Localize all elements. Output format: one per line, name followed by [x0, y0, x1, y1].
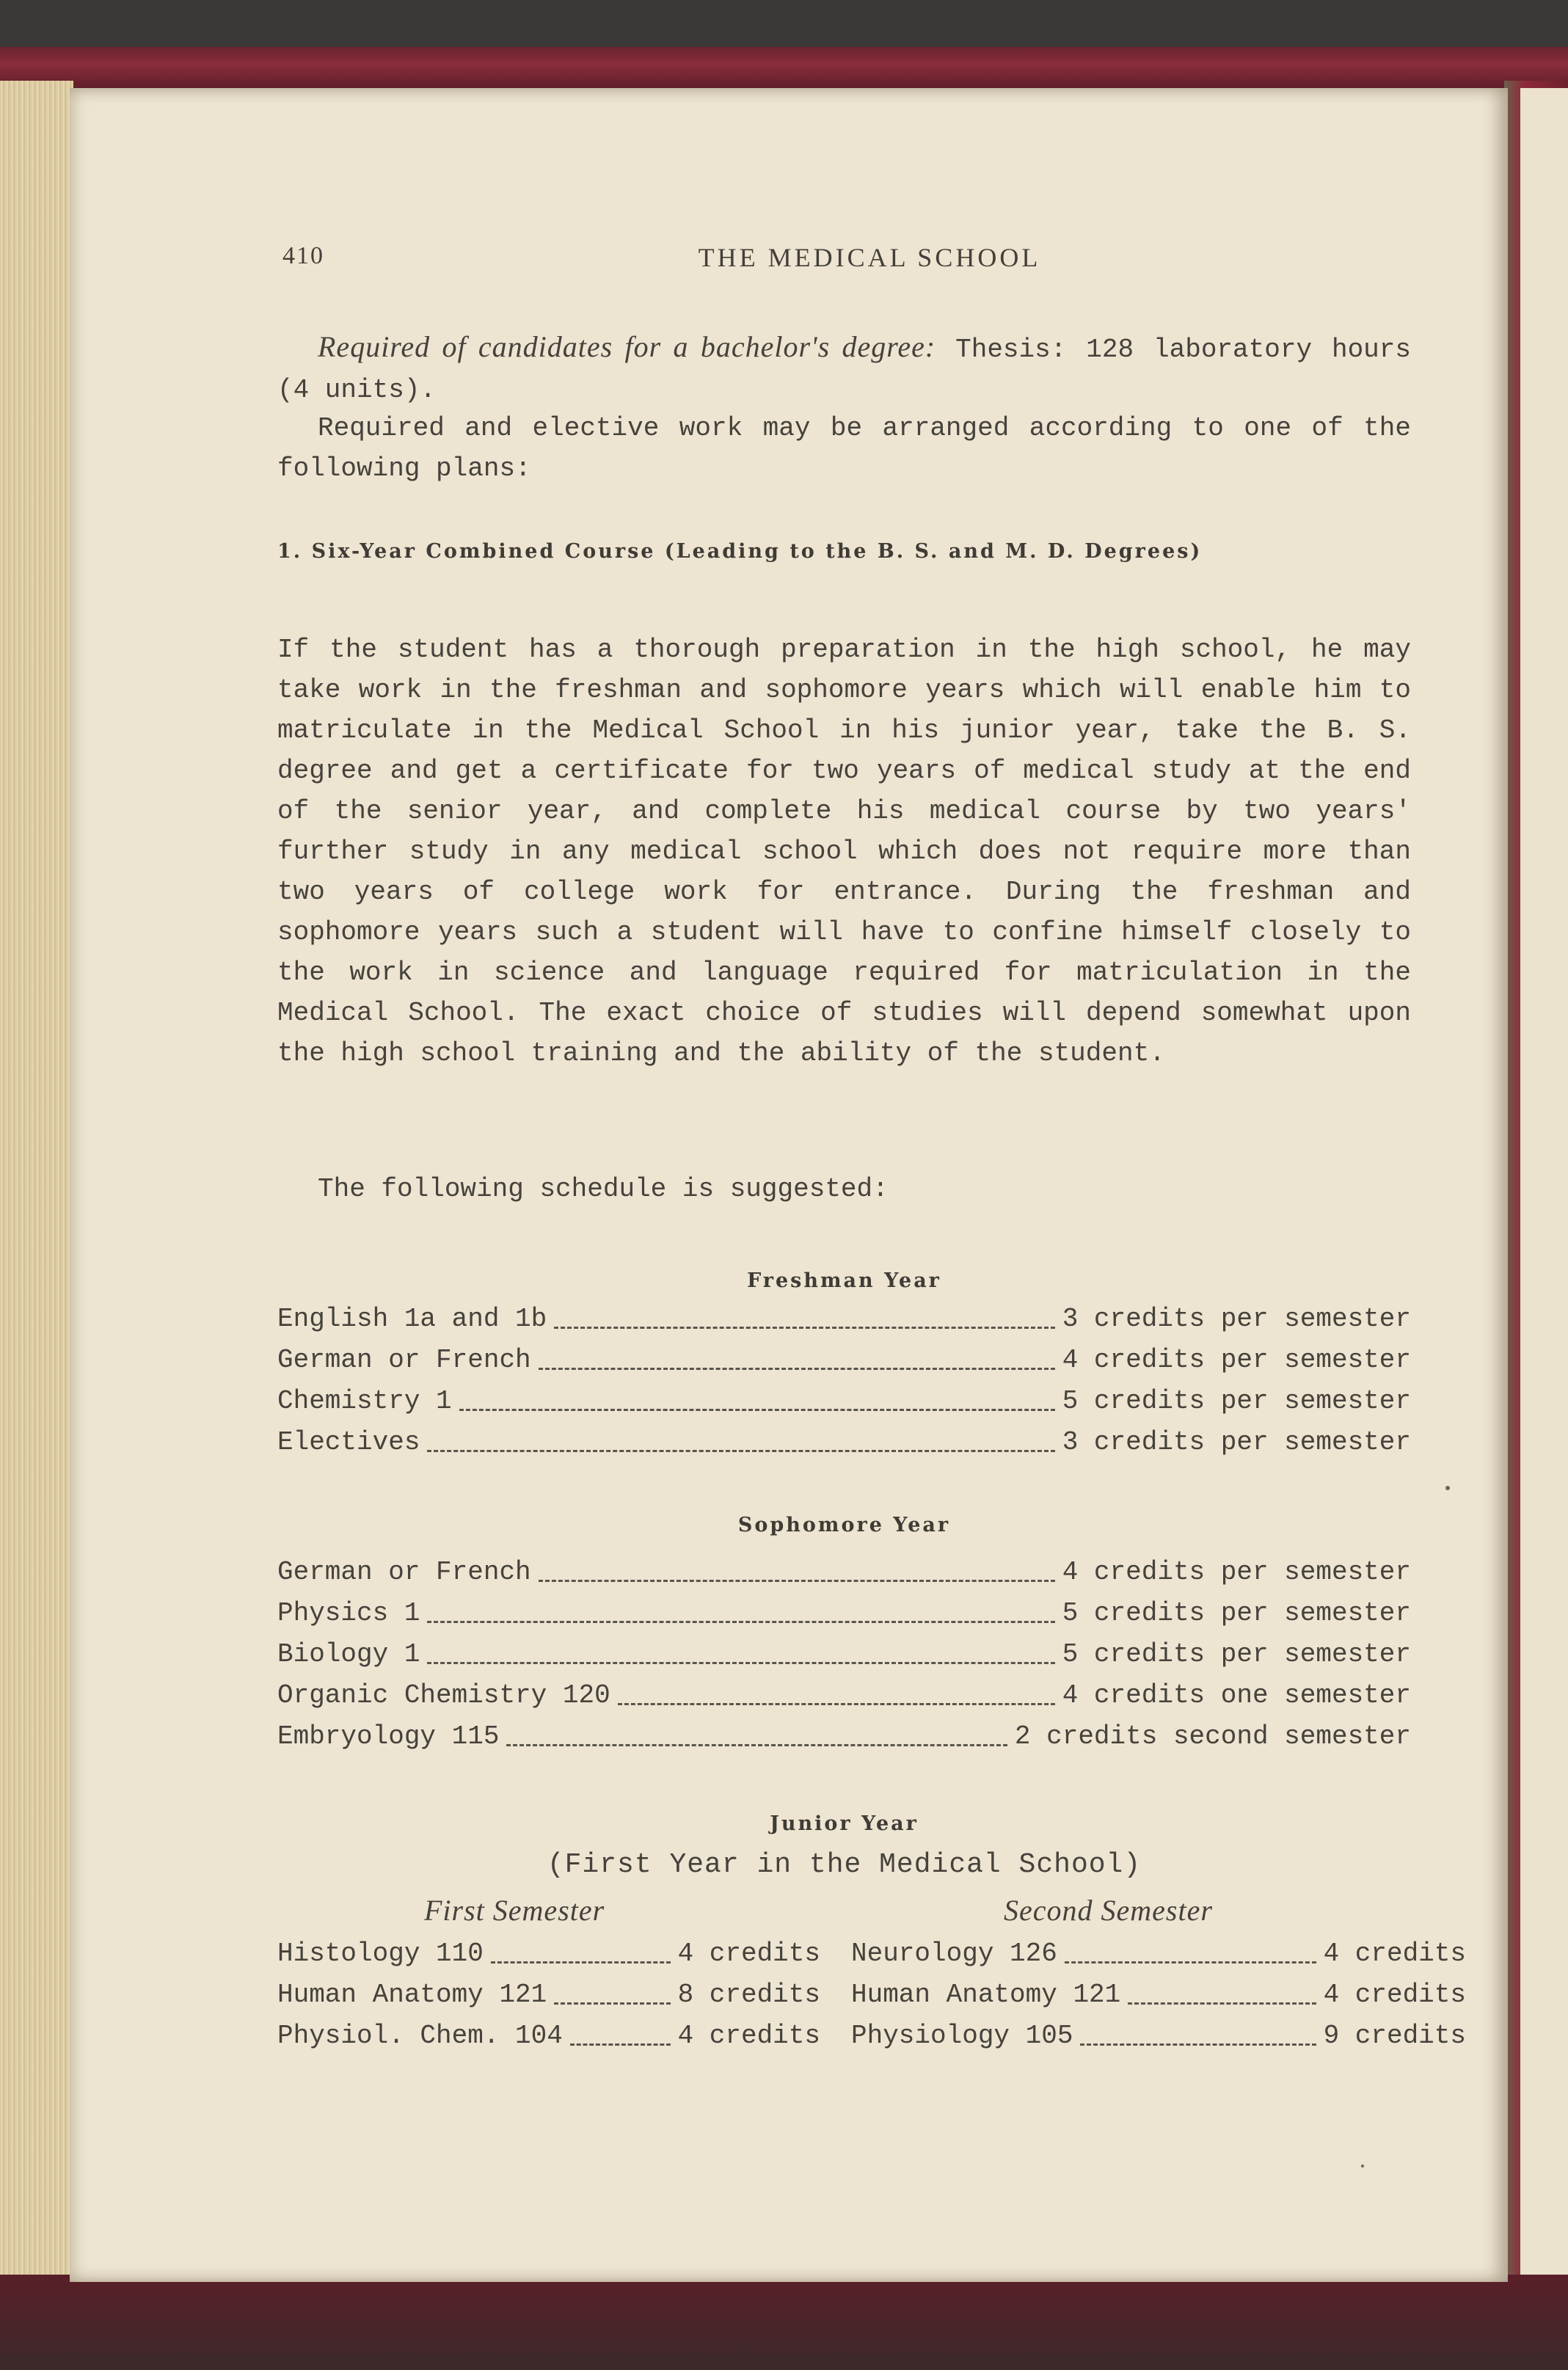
course-name: Neurology 126	[851, 1939, 1057, 1969]
course-row	[277, 2016, 820, 2056]
course-row	[277, 1933, 820, 1974]
dot-leader	[554, 2002, 670, 2005]
course-credits: 4 credits	[1323, 1980, 1466, 2010]
page-body	[277, 88, 1466, 2282]
course-credits: 4 credits	[1323, 1939, 1466, 1969]
course-name: Electives	[277, 1427, 420, 1457]
course-row	[277, 1422, 1411, 1462]
course-name: Embryology 115	[277, 1721, 500, 1751]
course-row	[277, 1975, 820, 2015]
course-name: Physics 1	[277, 1598, 420, 1628]
course-row	[277, 1299, 1411, 1339]
dot-leader	[506, 1744, 1007, 1746]
page-stack-edge	[0, 81, 73, 2275]
course-credits: 4 credits per semester	[1062, 1345, 1411, 1375]
course-credits: 5 credits per semester	[1062, 1639, 1411, 1669]
dot-leader	[427, 1621, 1054, 1623]
course-name: Human Anatomy 121	[277, 1980, 547, 2010]
dot-leader	[1080, 2043, 1316, 2046]
course-credits: 4 credits one semester	[1062, 1680, 1411, 1710]
course-credits: 9 credits	[1323, 2021, 1466, 2051]
course-credits: 3 credits per semester	[1062, 1427, 1411, 1457]
course-credits: 4 credits	[677, 1939, 820, 1969]
course-credits: 2 credits second semester	[1014, 1721, 1411, 1751]
dot-leader	[427, 1450, 1054, 1452]
course-name: German or French	[277, 1557, 531, 1587]
page-number: 410	[282, 242, 324, 269]
sophomore-course-list	[277, 1552, 1411, 1772]
course-name: Biology 1	[277, 1639, 420, 1669]
course-row	[851, 2016, 1466, 2056]
dot-leader	[1065, 1961, 1316, 1964]
course-name: Histology 110	[277, 1939, 484, 1969]
dot-leader	[554, 1327, 1054, 1329]
second-semester-title: Second Semester	[1004, 1894, 1213, 1927]
course-name: Physiology 105	[851, 2021, 1073, 2051]
book-cover-edge	[0, 47, 1568, 91]
course-row	[277, 1552, 1411, 1592]
course-name: Organic Chemistry 120	[277, 1680, 610, 1710]
requirement-label: Required of candidates for a bachelor's degree:	[318, 330, 936, 363]
dot-leader	[539, 1580, 1055, 1582]
course-row	[851, 1933, 1466, 1974]
degree-requirement	[277, 327, 1411, 410]
paper-speck	[1445, 1486, 1450, 1490]
dot-leader	[491, 1961, 671, 1964]
paper-speck	[1361, 2165, 1364, 2167]
dot-leader	[570, 2043, 671, 2046]
course-name: Human Anatomy 121	[851, 1980, 1121, 2010]
dot-leader	[427, 1662, 1054, 1664]
scan-background-top	[0, 0, 1568, 47]
course-credits: 5 credits per semester	[1062, 1598, 1411, 1628]
course-row	[277, 1381, 1411, 1421]
running-title: THE MEDICAL SCHOOL	[698, 243, 1041, 272]
sophomore-year-heading: Sophomore Year	[737, 1514, 951, 1536]
junior-year-subtitle: (First Year in the Medical School)	[547, 1849, 1142, 1881]
course-row	[277, 1593, 1411, 1633]
requirement-text: Thesis: 128 laboratory hours (4 units).	[277, 335, 1411, 405]
section-paragraph: If the student has a thorough preparation in the high school, he may take work in the freshman and sophomore years which will enable him to matriculate in the Medical School in his junior year, take the B. S. degree and get a certificate for two years of medical study at the end of the senior year, and complete his medical course by two years' further study in any medical school which does not require more than two years of college work for entrance. During the freshman and sophomore years such a student will have to confine himself closely to the work in science and language required for matriculation in the Medical School. The exact choice of studies will depend somewhat upon the high school training and the ability of the student.	[277, 635, 1411, 1068]
first-semester-title: First Semester	[424, 1894, 605, 1927]
course-name: English 1a and 1b	[277, 1304, 547, 1334]
course-credits: 8 credits	[677, 1980, 820, 2010]
arrangement-paragraph: Required and elective work may be arranged according to one of the following plans:	[277, 413, 1411, 484]
course-credits: 5 credits per semester	[1062, 1386, 1411, 1416]
second-semester-course-list	[851, 1933, 1466, 2058]
course-credits: 4 credits per semester	[1062, 1557, 1411, 1587]
course-name: Chemistry 1	[277, 1386, 452, 1416]
dot-leader	[539, 1368, 1055, 1370]
section-heading: 1. Six-Year Combined Course (Leading to the B. S. and M. D. Degrees)	[277, 540, 1203, 563]
course-name: German or French	[277, 1345, 531, 1375]
course-row	[277, 1716, 1411, 1757]
dot-leader	[1128, 2002, 1316, 2005]
course-row	[277, 1675, 1411, 1715]
book-page	[70, 88, 1508, 2282]
freshman-year-heading: Freshman Year	[747, 1269, 941, 1292]
course-name: Physiol. Chem. 104	[277, 2021, 563, 2051]
junior-semesters	[277, 1893, 1466, 2051]
next-page-sliver	[1520, 88, 1568, 2370]
freshman-course-list	[277, 1299, 1411, 1475]
course-row	[277, 1340, 1411, 1380]
dot-leader	[618, 1703, 1055, 1705]
scan-background-bottom	[0, 2275, 1568, 2370]
first-semester-course-list	[277, 1933, 820, 2058]
course-credits: 4 credits	[677, 2021, 820, 2051]
course-row	[277, 1634, 1411, 1674]
schedule-intro: The following schedule is suggested:	[318, 1174, 889, 1204]
course-credits: 3 credits per semester	[1062, 1304, 1411, 1334]
course-row	[851, 1975, 1466, 2015]
dot-leader	[459, 1409, 1055, 1411]
book-cover-right	[1504, 81, 1568, 2370]
junior-year-heading: Junior Year	[770, 1812, 919, 1835]
